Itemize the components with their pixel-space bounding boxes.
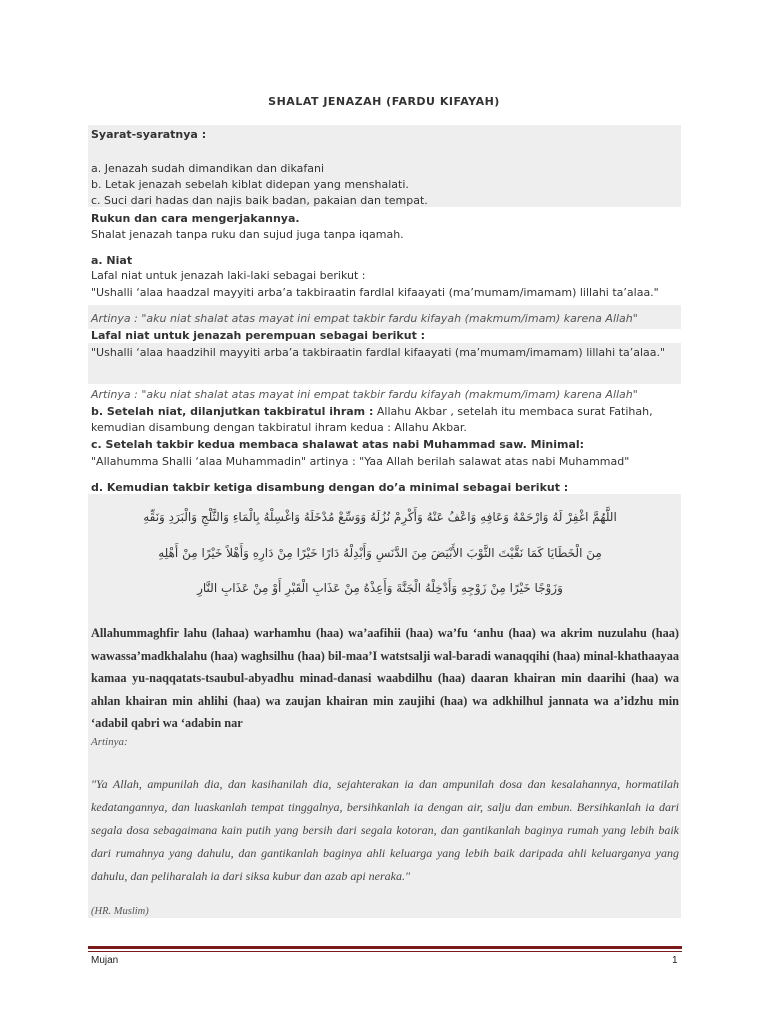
syarat-item-c: c. Suci dari hadas dan najis baik badan, pakaian dan tempat. [91, 194, 428, 207]
step-b-heading: b. Setelah niat, dilanjutkan takbiratul ihram : [91, 405, 374, 418]
footer-rule-thick [88, 946, 682, 949]
rukun-heading: Rukun dan cara mengerjakannya. [91, 212, 300, 225]
step-b-text2: kemudian disambung dengan takbiratul ihram kedua : Allahu Akbar. [91, 421, 467, 434]
step-c-text: "Allahumma Shalli ‘alaa Muhammadin" artinya : "Yaa Allah berilah salawat atas nabi Muhammad" [91, 455, 630, 468]
hadith-source: (HR. Muslim) [91, 906, 149, 917]
niat-female-artinya: Artinya : "aku niat shalat atas mayat ini empat takbir fardu kifayah (makmum/imam) karena Allah" [91, 388, 638, 401]
syarat-heading: Syarat-syaratnya : [91, 128, 207, 141]
step-c-heading: c. Setelah takbir kedua membaca shalawat atas nabi Muhammad saw. Minimal: [91, 438, 585, 451]
syarat-item-a: a. Jenazah sudah dimandikan dan dikafani [91, 162, 325, 175]
doa-translation: "Ya Allah, ampunilah dia, dan kasihanilah dia, sejahterakan ia dan ampunilah dosa dan kesalahannya, hormatilah kedatangannya, dan luaskanlah tempat tinggalnya, bersihkanlah ia dengan air, salju dan embun. Bersihkanlah ia dari segala dosa sebagaimana kain putih yang bersih dari segala kotoran, dan gantikanlah baginya rumah yang lebih baik dari rumahnya yang dahulu, dan gantikanlah baginya ahli keluarga yang lebih baik daripada ahli keluarganya yang dahulu, dan peliharalah ia dari siksa kubur dan azab api neraka." [91, 777, 679, 883]
footer-rule-thin [88, 951, 682, 952]
niat-male-label: Lafal niat untuk jenazah laki-laki sebagai berikut : [91, 269, 366, 282]
niat-female-label: Lafal niat untuk jenazah perempuan sebagai berikut : [91, 329, 426, 342]
niat-male-lafal: "Ushalli ‘alaa haadzal mayyiti arba’a takbiraatin fardlal kifaayati (ma’mumam/imamam) lillahi ta’alaa." [91, 286, 659, 299]
arabic-line-1: اللَّهُمَّ اغْفِرْ لَهُ وَارْحَمْهُ وَعَافِهِ وَاعْفُ عَنْهُ وَأَكْرِمْ نُزُلَهُ وَوَسِّعْ مُدْخَلَهُ وَاغْسِلْهُ بِالْمَاءِ وَالثَّلْجِ وَالْبَرَدِ وَنَقِّهِ [143, 510, 617, 524]
rukun-text: Shalat jenazah tanpa ruku dan sujud juga tanpa iqamah. [91, 228, 404, 241]
doa-transliteration: Allahummaghfir lahu (lahaa) warhamhu (haa) wa’aafihii (haa) wa’fu ‘anhu (haa) wa akrim nuzulahu (haa) wawassa’madkhalahu (haa) waghsilhu (haa) bil-maa’I watstsalji wal-baradi wanaqqihi (haa) minal-khathaayaa kamaa yu-naqqatats-tsaubul-abyadhu minad-danasi waabdilhu (haa) daaran khairan min daarihi (haa) wa ahlan khairan min ahlihi (haa) wa zaujan khairan min zaujihi (haa) wa adkhilhul jannata wa a’idzhu min ‘adabil qabri wa ‘adabin nar [91, 626, 679, 730]
arabic-line-2: مِنَ الْخَطَايَا كَمَا نَقَّيْتَ الثَّوْبَ الأَبْيَضَ مِنَ الدَّنَسِ وَأَبْدِلْهُ دَارًا خَيْرًا مِنْ دَارِهِ وَأَهْلاً خَيْرًا مِنْ أَهْلِهِ [158, 546, 602, 560]
step-b [91, 405, 653, 419]
niat-female-lafal: "Ushalli ‘alaa haadzihil mayyiti arba’a takbiraatin fardlal kifaayati (ma’mumam/imamam) lillahi ta’alaa." [91, 346, 666, 359]
syarat-item-b: b. Letak jenazah sebelah kiblat didepan yang menshalati. [91, 178, 409, 191]
footer-author: Mujan [91, 955, 119, 966]
arabic-line-3: وَزَوْجًا خَيْرًا مِنْ زَوْجِهِ وَأَدْخِلْهُ الْجَنَّةَ وَأَعِذْهُ مِنْ عَذَابِ الْقَبْرِ أَوْ مِنْ عَذَابِ النَّارِ [197, 581, 563, 595]
page-number: 1 [672, 955, 678, 966]
niat-heading: a. Niat [91, 254, 133, 267]
artinya-label: Artinya: [91, 736, 128, 748]
page-title: SHALAT JENAZAH (FARDU KIFAYAH) [268, 95, 500, 108]
step-d-heading: d. Kemudian takbir ketiga disambung dengan do’a minimal sebagai berikut : [91, 481, 569, 494]
niat-male-artinya: Artinya : "aku niat shalat atas mayat ini empat takbir fardu kifayah (makmum/imam) karena Allah" [91, 312, 638, 325]
step-b-text: Allahu Akbar , setelah itu membaca surat Fatihah, [373, 405, 653, 418]
